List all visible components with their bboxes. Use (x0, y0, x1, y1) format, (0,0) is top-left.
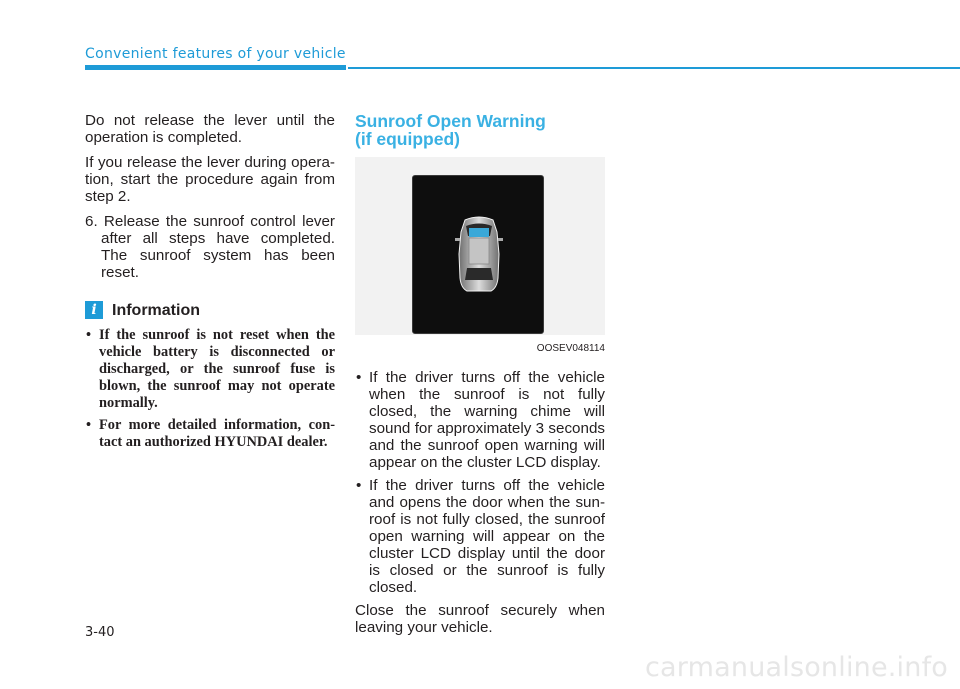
bullet-item: • If the driver turns off the vehicle and opens the door when the sun-roof is not fully closed, the sunroof open warning will appear on the cluster LCD display until the door is closed or the sunroof is fully closed. (355, 477, 605, 596)
step-6: 6. Release the sunroof control lever after all steps have completed. The sunroof system has been reset. (85, 213, 335, 281)
section-title-line: (if equipped) (355, 129, 460, 149)
section-title-line: Sunroof Open Warning (355, 111, 546, 131)
information-item: • For more detailed information, con-tact an authorized HYUNDAI dealer. (85, 417, 335, 451)
cluster-lcd-display (412, 175, 544, 334)
figure-code: OOSEV048114 (536, 343, 605, 354)
bullet-item: • If the driver turns off the vehicle when the sunroof is not fully closed, the warning chime will sound for approximately 3 seconds and the sunroof open warning will appear on the cluster LCD display. (355, 369, 605, 471)
header-accent-bar (85, 65, 346, 70)
page-number: 3-40 (85, 625, 115, 640)
left-column (85, 112, 335, 456)
closing-paragraph: Close the sunroof securely when leaving your vehicle. (355, 602, 605, 636)
information-list (85, 327, 335, 451)
section-title (355, 112, 605, 148)
paragraph-release-lever: Do not release the lever until the operation is completed. (85, 112, 335, 146)
middle-column (355, 112, 605, 644)
information-header (85, 301, 335, 319)
section-header-title: Convenient features of your vehicle (85, 46, 346, 62)
warning-bullet-list (355, 369, 605, 596)
car-top-view-sunroof-open-icon (453, 214, 505, 294)
information-item: • If the sunroof is not reset when the vehicle battery is disconnected or discharged, or the sunroof fuse is blown, the sunroof may not operate normally. (85, 327, 335, 412)
watermark: carmanualsonline.info (645, 652, 948, 683)
information-title: Information (112, 301, 200, 319)
paragraph-restart-procedure: If you release the lever during opera-tion, start the procedure again from step 2. (85, 154, 335, 205)
header-rule (348, 67, 960, 69)
info-icon: i (85, 301, 103, 319)
sunroof-warning-figure (355, 157, 605, 335)
